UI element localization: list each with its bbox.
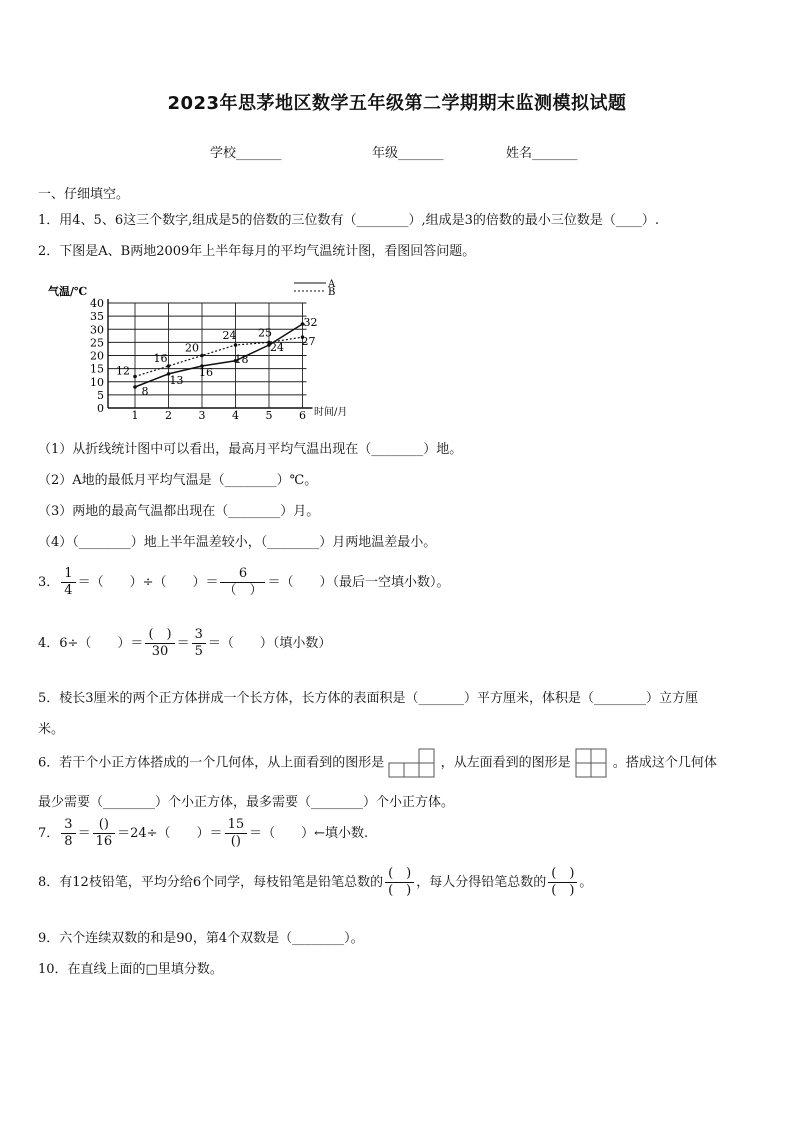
data-label-A: 8 xyxy=(141,385,149,398)
data-label-B: 20 xyxy=(185,341,199,355)
question-10: 10．在直线上面的□里填分数。 xyxy=(38,962,223,977)
question-7-middle: ＝24÷（ ）＝ xyxy=(117,826,223,841)
data-label-B: 25 xyxy=(258,326,272,340)
fraction xyxy=(61,817,75,850)
chart-grid xyxy=(108,303,307,408)
page-title: 2023年思茅地区数学五年级第二学期期末监测模拟试题 xyxy=(167,93,627,114)
y-tick-label: 30 xyxy=(90,323,104,337)
question-6-part-c: 。搭成这个几何体 xyxy=(612,755,717,771)
temperature-line-chart xyxy=(44,273,348,423)
chart-data-labels xyxy=(116,316,318,398)
x-tick-label: 1 xyxy=(131,409,139,422)
y-tick-label: 15 xyxy=(90,362,104,376)
fraction xyxy=(145,627,174,660)
y-tick-label: 10 xyxy=(90,375,104,389)
data-label-A: 32 xyxy=(303,316,318,329)
fraction-numerator: 3 xyxy=(61,817,75,834)
fraction-numerator: 6 xyxy=(220,566,265,583)
chart-legend xyxy=(294,279,336,298)
question-6-part-b: ，从左面看到的图形是 xyxy=(440,755,571,771)
fraction-numerator: 15 xyxy=(225,817,248,834)
question-4-label: 4．6÷（ ）＝ xyxy=(38,636,144,651)
fraction-denominator: （ ） xyxy=(223,583,263,598)
question-5-continued: 米。 xyxy=(38,722,65,737)
legend-label-A: A xyxy=(328,279,336,290)
fraction xyxy=(192,627,206,660)
left-view-grid-icon xyxy=(575,748,609,778)
x-tick-label: 5 xyxy=(265,409,273,422)
x-tick-label: 6 xyxy=(299,409,306,422)
question-4-tail: ＝（ ）（填小数） xyxy=(207,636,332,651)
chart-x-axis-label: 时间/月 xyxy=(314,407,348,418)
chart-y-ticks xyxy=(90,297,104,415)
fraction-numerator: ( ) xyxy=(548,866,577,883)
fraction-denominator: 5 xyxy=(194,644,203,659)
question-2-4: （4）（________）地上半年温差较小，（________）月两地温差最小。 xyxy=(38,535,437,550)
x-tick-label: 2 xyxy=(165,409,172,422)
data-label-A: 24 xyxy=(270,341,284,354)
name-field[interactable]: 姓名_______ xyxy=(506,146,578,161)
question-2-1: （1）从折线统计图中可以看出，最高月平均气温出现在（________）地。 xyxy=(38,442,463,457)
equals-sign: ＝ xyxy=(77,826,91,841)
y-tick-label: 25 xyxy=(90,336,104,350)
fraction-denominator: () xyxy=(230,834,241,849)
equals-sign: ＝ xyxy=(176,636,190,651)
fraction-numerator: () xyxy=(93,817,116,834)
y-tick-label: 35 xyxy=(90,310,104,324)
fraction-denominator: ( ) xyxy=(388,883,412,898)
fraction-numerator: ( ) xyxy=(145,627,174,644)
x-tick-label: 3 xyxy=(198,409,206,422)
fraction-denominator: 30 xyxy=(151,644,169,659)
chart-y-axis-label: 气温/℃ xyxy=(48,285,88,298)
fraction xyxy=(93,817,116,850)
fraction-numerator: 1 xyxy=(61,566,75,583)
legend-label-B: B xyxy=(328,287,336,298)
fraction-denominator: ( ) xyxy=(551,883,575,898)
fraction-numerator: ( ) xyxy=(385,866,414,883)
data-point-A xyxy=(133,385,137,389)
fraction-denominator: 4 xyxy=(64,583,73,598)
fraction xyxy=(220,566,265,599)
fraction xyxy=(385,866,414,899)
question-7 xyxy=(38,817,368,850)
data-label-B: 12 xyxy=(116,364,130,378)
question-1: 1．用4、5、6这三个数字,组成是5的倍数的三位数有（________）,组成是3的倍数的最小三位数是（____）. xyxy=(38,213,660,228)
question-3 xyxy=(38,566,450,599)
question-9: 9．六个连续双数的和是90，第4个双数是（________）。 xyxy=(38,931,364,946)
fraction xyxy=(61,566,75,599)
section-heading: 一、仔细填空。 xyxy=(38,187,130,202)
chart-x-ticks xyxy=(132,409,307,422)
question-2-3: （3）两地的最高气温都出现在（________）月。 xyxy=(38,504,320,519)
data-label-B: 24 xyxy=(222,329,237,342)
question-3-middle: ＝（ ）÷（ ）＝ xyxy=(77,575,219,590)
y-tick-label: 5 xyxy=(97,388,104,402)
data-label-A: 16 xyxy=(199,366,213,379)
fraction-denominator: 16 xyxy=(95,834,113,849)
question-2: 2．下图是A、B两地2009年上半年每月的平均气温统计图，看图回答问题。 xyxy=(38,244,476,259)
fraction-denominator: 8 xyxy=(64,834,73,849)
y-tick-label: 40 xyxy=(90,297,104,310)
question-6-continued: 最少需要（________）个小正方体，最多需要（________）个小正方体。 xyxy=(38,795,455,810)
school-field[interactable]: 学校_______ xyxy=(210,146,282,161)
question-8 xyxy=(38,866,592,899)
fraction xyxy=(548,866,577,899)
question-3-tail: ＝（ ）（最后一空填小数）。 xyxy=(267,575,450,590)
question-3-label: 3． xyxy=(38,575,60,590)
data-point-B xyxy=(133,375,137,379)
data-label-A: 13 xyxy=(169,373,184,387)
data-label-B: 16 xyxy=(153,352,168,365)
question-4 xyxy=(38,627,331,660)
question-6 xyxy=(38,748,717,778)
top-view-grid-icon xyxy=(388,748,436,778)
question-5: 5．棱长3厘米的两个正方体拼成一个长方体，长方体的表面积是（_______）平方厘米，体积是（________）立方厘 xyxy=(38,691,699,706)
question-8-part-a: 8．有12枝铅笔，平均分给6个同学，每枝铅笔是铅笔总数的 xyxy=(38,875,384,890)
question-6-part-a: 6．若干个小正方体搭成的一个几何体，从上面看到的图形是 xyxy=(38,755,385,771)
x-tick-label: 4 xyxy=(232,409,239,422)
data-label-B: 27 xyxy=(301,335,316,349)
data-point-B xyxy=(200,354,204,358)
fraction xyxy=(225,817,248,850)
question-2-2: （2）A地的最低月平均气温是（________）℃。 xyxy=(38,473,318,488)
question-8-part-b: ，每人分得铅笔总数的 xyxy=(416,875,547,890)
data-point-B xyxy=(234,343,238,347)
question-7-tail: ＝（ ）←填小数. xyxy=(249,826,369,841)
question-7-label: 7． xyxy=(38,826,60,841)
data-label-A: 18 xyxy=(234,352,249,366)
grade-field[interactable]: 年级_______ xyxy=(372,146,444,161)
y-tick-label: 0 xyxy=(97,402,104,415)
fraction-numerator: 3 xyxy=(192,627,206,644)
question-8-part-c: 。 xyxy=(579,875,593,890)
y-tick-label: 20 xyxy=(90,349,104,363)
